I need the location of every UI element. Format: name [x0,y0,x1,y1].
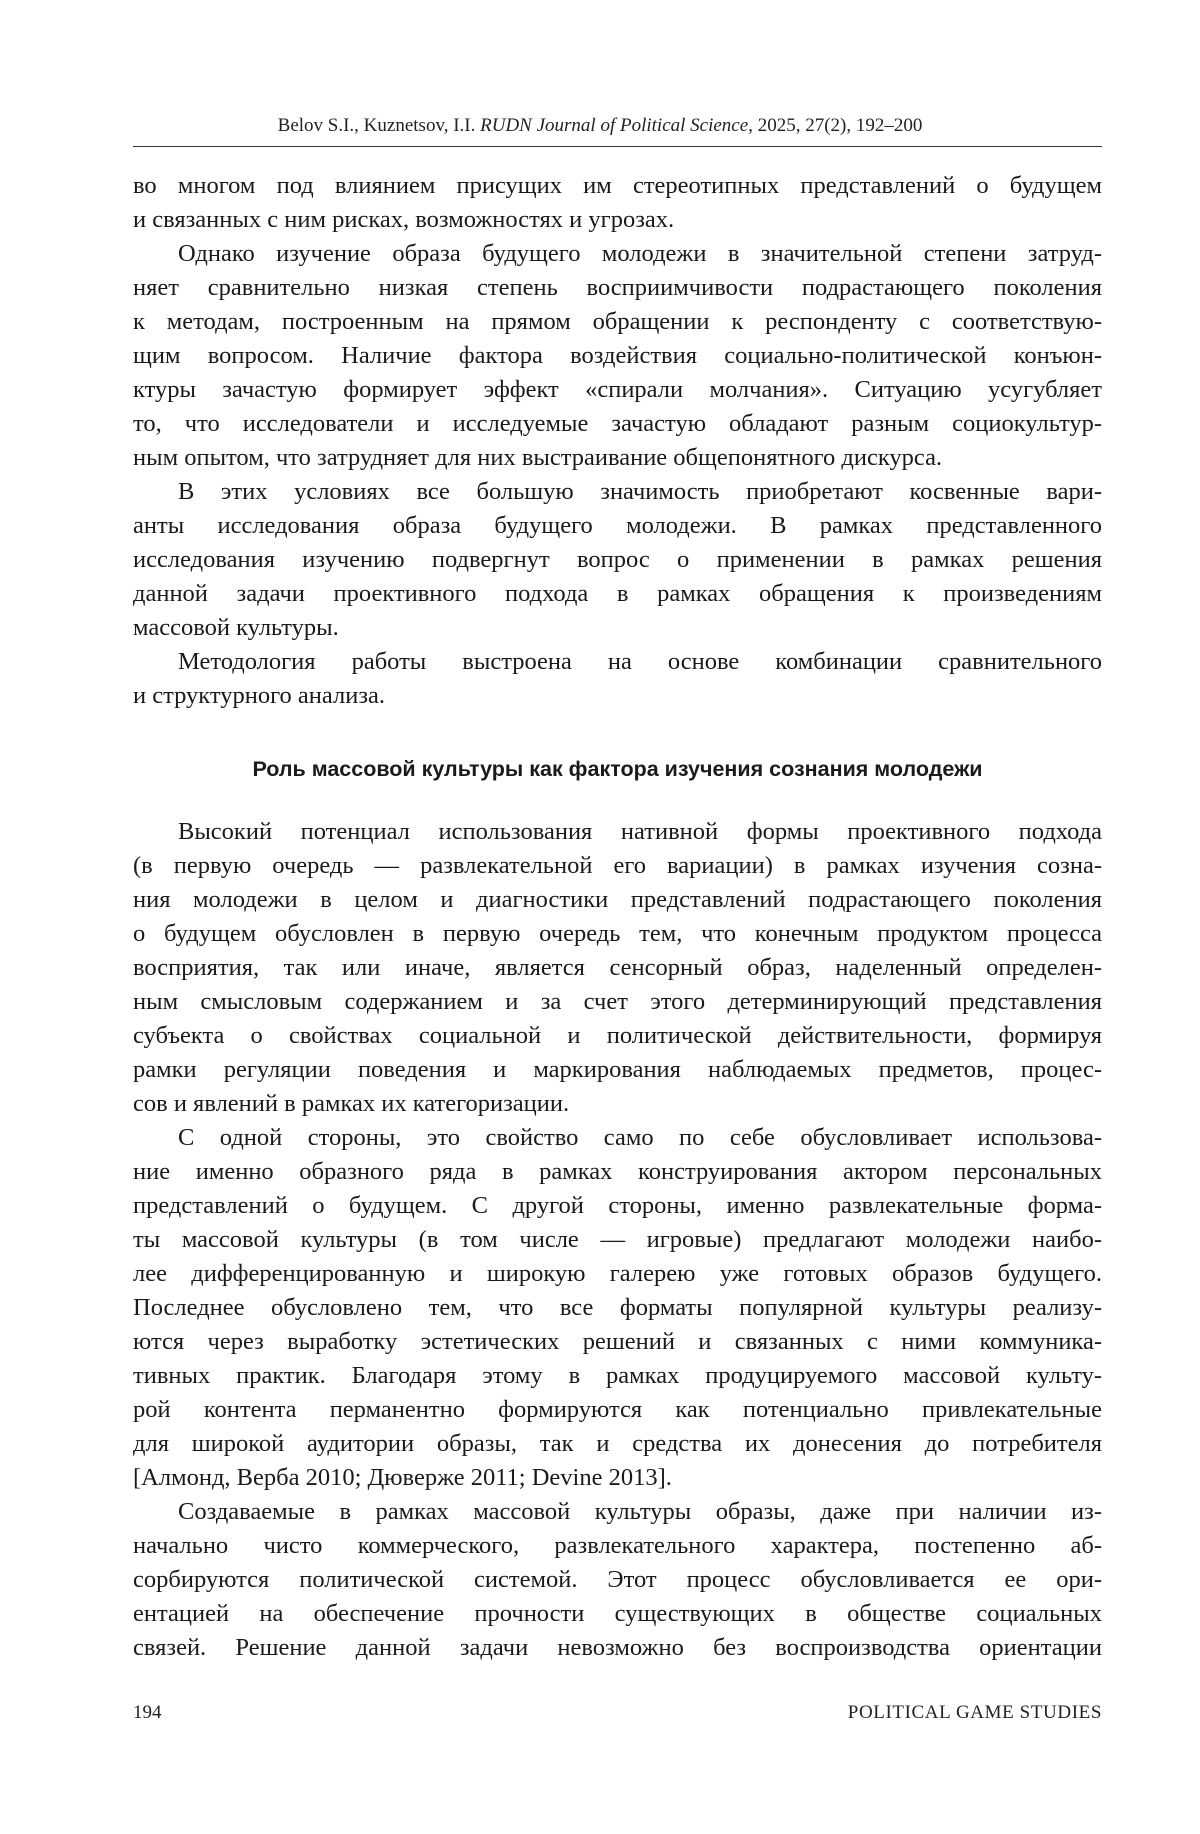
body-line: тивных практик. Благодаря этому в рамках продуцируемого массовой культу- [133,1362,1102,1389]
body-line: и связанных с ним рисках, возможностях и угрозах. [133,206,675,233]
body-line: субъекта о свойствах социальной и политической действительности, формируя [133,1022,1102,1049]
page-number: 194 [133,1702,162,1723]
body-line: ются через выработку эстетических решений и связанных с ними коммуника- [133,1328,1102,1355]
body-line: рой контента перманентно формируются как потенциально привлекательные [133,1396,1102,1423]
body-line: щим вопросом. Наличие фактора воздействия социально-политической конъюн- [133,342,1102,369]
body-line: исследования изучению подвергнут вопрос о применении в рамках решения [133,546,1102,573]
body-line: данной задачи проективного подхода в рамках обращения к произведениям [133,580,1102,607]
body-line: сов и явлений в рамках их категоризации. [133,1090,570,1117]
body-line: Методология работы выстроена на основе комбинации сравнительного [178,648,1102,675]
body-line: начально чисто коммерческого, развлекательного характера, постепенно аб- [133,1532,1102,1559]
body-line: то, что исследователи и исследуемые зачастую обладают разным социокультур- [133,410,1102,437]
body-line: о будущем обусловлен в первую очередь тем, что конечным продуктом процесса [133,920,1102,947]
header-authors: Belov S.I., Kuznetsov, I.I. [277,115,476,136]
body-line: ентацией на обеспечение прочности существующих в обществе социальных [133,1600,1102,1627]
body-line: Создаваемые в рамках массовой культуры образы, даже при наличии из- [178,1498,1102,1525]
body-line: Последнее обусловлено тем, что все форматы популярной культуры реализу- [133,1294,1102,1321]
body-line: к методам, построенным на прямом обращении к респонденту с соответствую- [133,308,1102,335]
body-line: ние именно образного ряда в рамках конструирования актором персональных [133,1158,1102,1185]
body-line: няет сравнительно низкая степень восприимчивости подрастающего поколения [133,274,1102,301]
header-citation: 2025, 27(2), 192–200 [757,115,923,136]
body-line: Однако изучение образа будущего молодежи в значительной степени затруд- [178,240,1102,267]
header-rule [133,146,1102,147]
body-line: во многом под влиянием присущих им стереотипных представлений о будущем [133,172,1102,199]
body-line: (в первую очередь — развлекательной его вариации) в рамках изучения созна- [133,852,1102,879]
body-line: ным опытом, что затрудняет для них выстраивание общепонятного дискурса. [133,444,943,471]
body-line: В этих условиях все большую значимость приобретают косвенные вари- [178,478,1102,505]
header-journal: RUDN Journal of Political Science, [480,115,753,136]
body-line: С одной стороны, это свойство само по себе обусловливает использова- [178,1124,1102,1151]
body-line: ты массовой культуры (в том числе — игровые) предлагают молодежи наибо- [133,1226,1102,1253]
body-line: восприятия, так или иначе, является сенсорный образ, наделенный определен- [133,954,1102,981]
body-line: для широкой аудитории образы, так и средства их донесения до потребителя [133,1430,1102,1457]
body-line: [Алмонд, Верба 2010; Дюверже 2011; Devine 2013]. [133,1464,672,1491]
body-line: и структурного анализа. [133,682,386,709]
body-line: ным смысловым содержанием и за счет этого детерминирующий представления [133,988,1102,1015]
footer-section-title: POLITICAL GAME STUDIES [847,1702,1102,1723]
body-line: ктуры зачастую формирует эффект «спирали молчания». Ситуацию усугубляет [133,376,1102,403]
body-line: ния молодежи в целом и диагностики представлений подрастающего поколения [133,886,1102,913]
body-line: анты исследования образа будущего молодежи. В рамках представленного [133,512,1102,539]
running-header [0,114,1200,138]
body-line: Высокий потенциал использования нативной формы проективного подхода [178,818,1102,845]
body-line: массовой культуры. [133,614,339,641]
body-line: сорбируются политической системой. Этот процесс обусловливается ее ори- [133,1566,1102,1593]
body-line: представлений о будущем. С другой стороны, именно развлекательные форма- [133,1192,1102,1219]
body-line: рамки регуляции поведения и маркирования наблюдаемых предметов, процес- [133,1056,1102,1083]
body-line: лее дифференцированную и широкую галерею уже готовых образов будущего. [133,1260,1102,1287]
body-line: связей. Решение данной задачи невозможно без воспроизводства ориентации [133,1634,1102,1661]
section-heading: Роль массовой культуры как фактора изучения сознания молодежи [252,757,983,781]
